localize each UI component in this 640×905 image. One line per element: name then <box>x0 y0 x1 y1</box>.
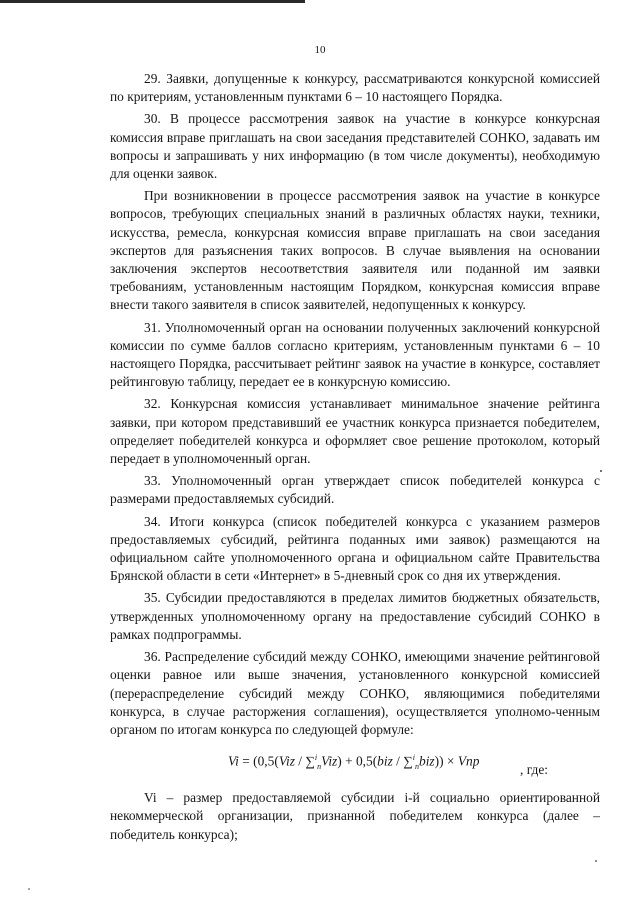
paragraph-31: 31. Уполномоченный орган на основании полученных заключений конкурсной комиссии по сумме баллов согласно критериям, установленным пунктами 6 – 10 настоящего Порядка, рассчитывает рейтинг заявок на участие в конкурсе, составляет рейтинговую таблицу, передает ее в конкурсную комиссию. <box>110 319 600 390</box>
sum-symbol: ∑ <box>403 753 413 769</box>
formula-lhs: Vi <box>228 753 239 769</box>
paragraph-30-experts: При возникновении в процессе рассмотрения заявок на участие в конкурсе вопросов, требующих специальных знаний в различных областях науки, техники, искусства, ремесла, конкурсная комиссия вправе приглашать на свои заседания экспертов для разъяснения таких вопросов. В случае выявления на основании заключения экспертов несоответствия заявителя или поданной им заявки требованиям, установленным настоящим Порядком, конкурсная комиссия вправе внести такого заявителя в список заявителей, недопущенных к конкурсу. <box>110 188 600 313</box>
formula-suffix: , где: <box>520 762 548 778</box>
page-number: 10 <box>314 44 326 56</box>
scan-speck <box>28 888 30 890</box>
definition-vi: Vi – размер предоставляемой субсидии i-й социально ориентированной некоммерческой организации, признанной победителем конкурса (далее – победитель конкурса); <box>110 790 600 842</box>
paragraph-33: 33. Уполномоченный орган утверждает список победителей конкурса с размерами предоставляемых субсидий. <box>110 473 600 507</box>
paragraph-30: 30. В процессе рассмотрения заявок на участие в конкурсе конкурсная комиссия вправе приглашать на свои заседания представителей СОНКО, задавать им вопросы и запрашивать у них информацию (в том числе документы), необходимую для оценки заявок. <box>110 111 600 182</box>
sum-symbol: ∑ <box>305 753 315 769</box>
formula-expression: Vi = (0,5(Viz / ∑$^i_n$Viz) + 0,5(biz / ∑$^i_n$biz)) × Vnp <box>228 753 480 772</box>
subsidy-formula <box>110 745 600 785</box>
paragraph-29: 29. Заявки, допущенные к конкурсу, рассматриваются конкурсной комиссией по критериям, установленным пунктами 6 – 10 настоящего Порядка. <box>110 71 600 105</box>
paragraph-35: 35. Субсидии предоставляются в пределах лимитов бюджетных обязательств, утвержденных уполномоченному органу на предоставление субсидий СОНКО в рамках подпрограммы. <box>110 590 600 642</box>
scan-speck <box>600 470 602 472</box>
top-rule <box>0 0 305 3</box>
document-body <box>110 70 600 848</box>
paragraph-32: 32. Конкурсная комиссия устанавливает минимальное значение рейтинга заявки, при котором представивший ее участник конкурса признается победителем, определяет победителей конкурса и оформляет свое решение протоколом, который передает в уполномоченный орган. <box>110 396 600 467</box>
paragraph-36: 36. Распределение субсидий между СОНКО, имеющими значение рейтинговой оценки равное или выше значения, установленного конкурсной комиссией (перераспределение субсидий между СОНКО, являющимися победителями конкурса, в случае расторжения соглашения), осуществляется уполномо-ченным органом по итогам конкурса по следующей формуле: <box>110 649 600 737</box>
paragraph-34: 34. Итоги конкурса (список победителей конкурса с указанием размеров предоставляемых субсидий, рейтинга поданных ими заявок) размещаются на официальном сайте уполномоченного органа и официальном сайте Правительства Брянской области в сети «Интернет» в 5-дневный срок со дня их утверждения. <box>110 513 600 584</box>
scan-speck <box>595 860 597 862</box>
